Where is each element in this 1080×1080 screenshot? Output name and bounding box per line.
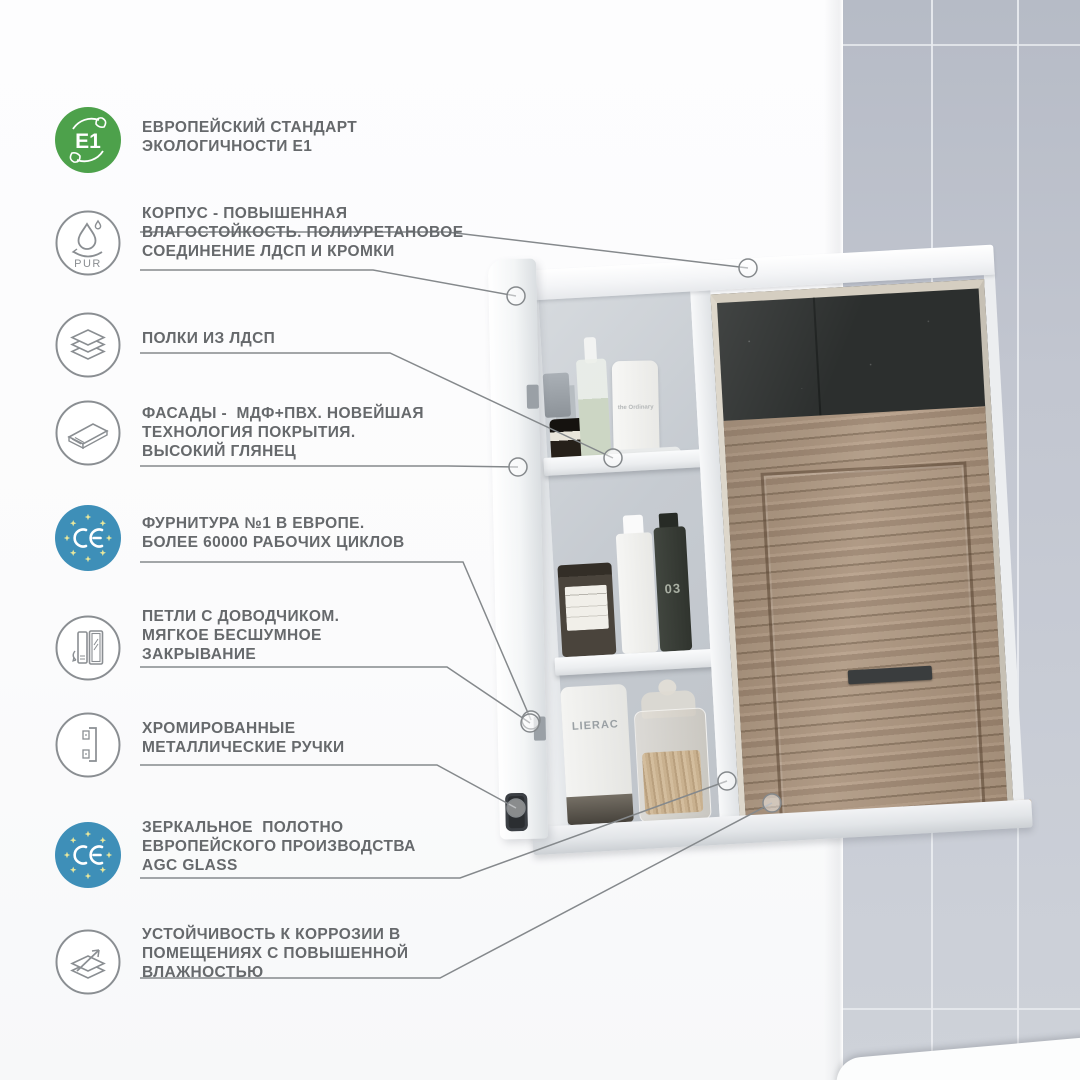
cotton-swabs: [642, 750, 703, 815]
feature-label-line: ВЫСОКИЙ ГЛЯНЕЦ: [142, 443, 297, 460]
feature-icon-chrome-handles: [55, 712, 121, 778]
door-hinge: [534, 716, 547, 740]
feature-label-corrosion-resistant: [142, 925, 487, 982]
tile-grout-line: [843, 1008, 1080, 1010]
handle-icon: [55, 712, 121, 778]
feature-label-line: СОЕДИНЕНИЕ ЛДСП И КРОМКИ: [142, 243, 395, 260]
feature-icon-chipboard-shelves: [55, 312, 121, 378]
spray-bottle-label: 03: [664, 580, 682, 597]
feature-icon-soft-close-hinges: [55, 615, 121, 681]
feature-label-line: КОРПУС - ПОВЫШЕННАЯ: [142, 205, 348, 222]
feature-label-agc-mirror: [142, 818, 487, 875]
facade-panel-icon: [55, 400, 121, 466]
door-hinge: [527, 385, 540, 409]
chrome-door-handle: [505, 793, 528, 831]
feature-label-european-hardware: [142, 514, 487, 552]
feature-label-line: БОЛЕЕ 60000 РАБОЧИХ ЦИКЛОВ: [142, 534, 405, 551]
pur-moisture-icon: [55, 210, 121, 276]
e1-eco-icon: [55, 107, 121, 173]
feature-label-chrome-handles: [142, 719, 487, 757]
hinge-door-icon: [55, 615, 121, 681]
feature-icon-agc-mirror: [55, 822, 121, 888]
hinge-hardware: [543, 372, 571, 417]
feature-label-line: ЕВРОПЕЙСКИЙ СТАНДАРТ: [142, 119, 358, 136]
serum-bottle: [576, 358, 612, 464]
feature-label-line: ПОМЕЩЕНИЯХ С ПОВЫШЕННОЙ: [142, 945, 409, 962]
feature-icon-european-hardware: [55, 505, 121, 571]
feature-label-line: ФУРНИТУРА №1 В ЕВРОПЕ.: [142, 515, 365, 532]
feature-label-line: ПОЛКИ ИЗ ЛДСП: [142, 330, 276, 347]
feature-label-line: ФАСАДЫ - МДФ+ПВХ. НОВЕЙШАЯ: [142, 405, 424, 422]
mirror-sheen: [717, 288, 1007, 819]
mirror-cabinet: [497, 245, 1026, 862]
leader-line-soft-close-hinges: [140, 667, 530, 723]
feature-label-soft-close-hinges: [142, 607, 487, 664]
leader-line-mdf-pvc-fronts: [140, 466, 518, 467]
feature-label-moisture-resistant-body: [142, 204, 487, 261]
amber-jar-label: [565, 585, 609, 631]
feature-label-line: УСТОЙЧИВОСТЬ К КОРРОЗИИ В: [142, 926, 401, 943]
svg-text:E1: E1: [75, 130, 101, 153]
feature-label-line: ВЛАЖНОСТЬЮ: [142, 964, 264, 981]
feature-label-line: ЕВРОПЕЙСКОГО ПРОИЗВОДСТВА: [142, 838, 416, 855]
ce-mark-icon: [55, 505, 121, 571]
ce-mark-icon: [55, 822, 121, 888]
leader-line-moisture-resistant-body: [140, 270, 516, 296]
feature-icon-mdf-pvc-fronts: [55, 400, 121, 466]
tile-grout-line: [1017, 0, 1019, 1080]
feature-label-line: AGC GLASS: [142, 857, 238, 874]
dropper-bottle: [616, 532, 659, 654]
feature-label-line: ЗЕРКАЛЬНОЕ ПОЛОТНО: [142, 819, 344, 836]
feature-label-line: ТЕХНОЛОГИЯ ПОКРЫТИЯ.: [142, 424, 356, 441]
feature-label-line: МЯГКОЕ БЕСШУМНОЕ: [142, 627, 322, 644]
feature-label-mdf-pvc-fronts: [142, 404, 487, 461]
corrosion-resist-icon: [55, 929, 121, 995]
leader-line-chrome-handles: [140, 765, 516, 808]
tile-grout-line: [843, 44, 1080, 46]
tube-brand-label: the Ordinary: [617, 404, 654, 412]
feature-label-line: ЗАКРЫВАНИЕ: [142, 646, 257, 663]
mirror-door: [710, 279, 1013, 819]
svg-text:PUR: PUR: [74, 258, 102, 270]
feature-label-line: ЭКОЛОГИЧНОСТИ Е1: [142, 138, 313, 155]
feature-label-chipboard-shelves: [142, 329, 487, 348]
feature-label-line: МЕТАЛЛИЧЕСКИЕ РУЧКИ: [142, 739, 345, 756]
shelves-layers-icon: [55, 312, 121, 378]
feature-label-line: ХРОМИРОВАННЫЕ: [142, 720, 296, 737]
feature-label-line: ВЛАГОСТОЙКОСТЬ. ПОЛИУРЕТАНОВОЕ: [142, 224, 464, 241]
lierac-brand-label: LIERAC: [571, 718, 620, 733]
feature-icon-moisture-resistant-body: [55, 210, 121, 276]
lierac-tube-cap: [566, 794, 633, 826]
feature-label-eco-standard: [142, 118, 487, 156]
feature-label-line: ПЕТЛИ С ДОВОДЧИКОМ.: [142, 608, 340, 625]
feature-icon-eco-standard: [55, 107, 121, 173]
feature-icon-corrosion-resistant: [55, 929, 121, 995]
